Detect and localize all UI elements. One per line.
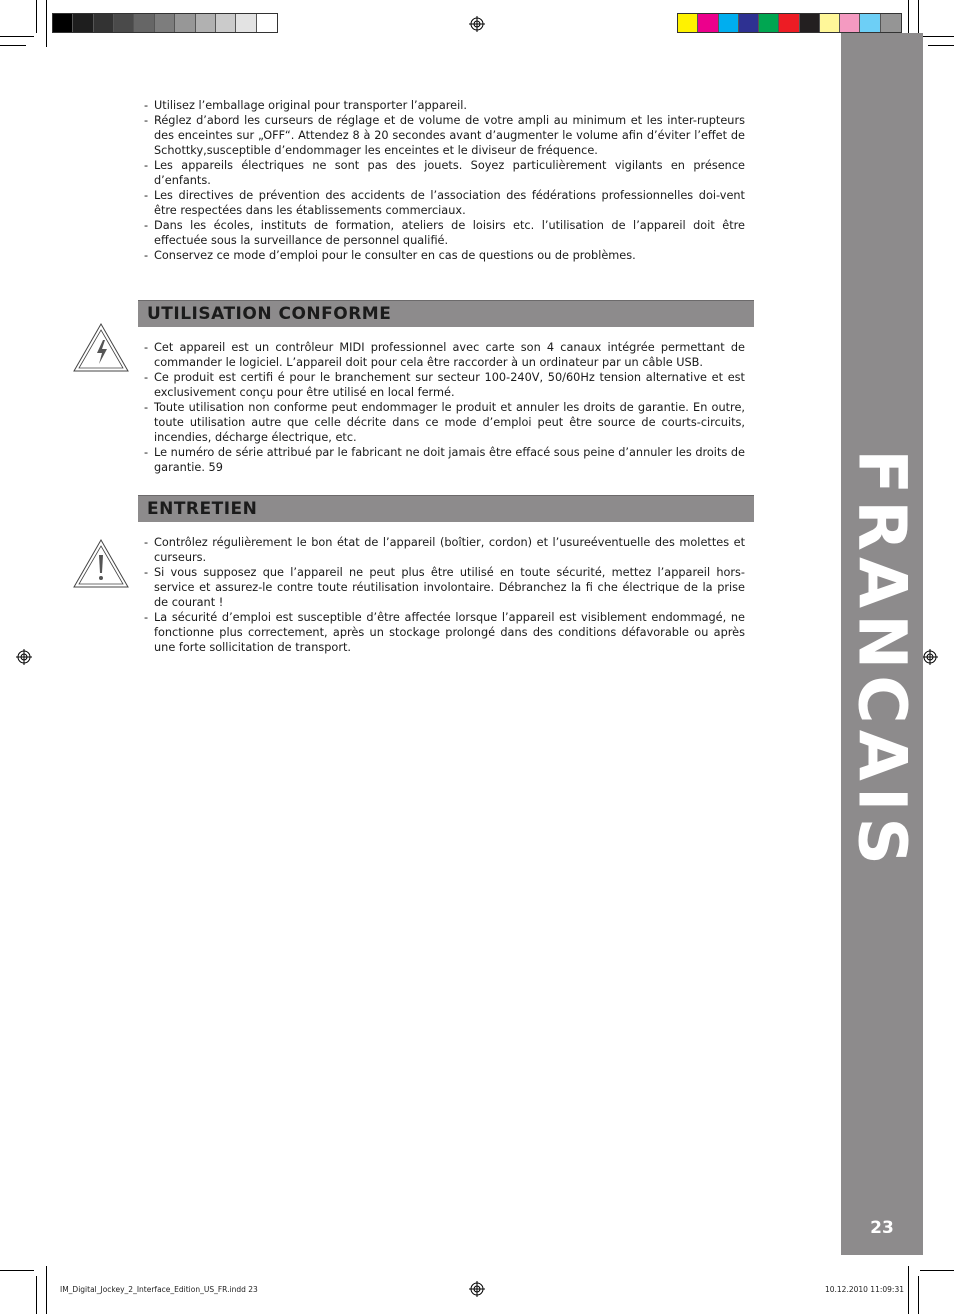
list-item: - Cet appareil est un contrôleur MIDI professionnel avec carte son 4 canaux intégrée permettant de commander le logiciel. L’appareil doit pour cela être raccorder à un ordinateur par un câble USB. [144, 340, 745, 370]
list-item: - Contrôlez régulièrement le bon état de l’appareil (boîtier, cordon) et l’usureéventuelle des molettes et curseurs. [144, 535, 745, 565]
section-title: UTILISATION CONFORME [147, 304, 392, 324]
crop-mark [0, 45, 26, 46]
color-swatch [739, 14, 759, 32]
list-item: - Si vous supposez que l’appareil ne peut plus être utilisé en toute sécurité, mettez l’appareil hors-service et assurez-le contre toute réutilisation involontaire. Débranchez la fi che électrique de la prise de courant ! [144, 565, 745, 610]
crop-mark [918, 1276, 919, 1314]
process-color-bar [677, 13, 902, 33]
list-item: - Les appareils électriques ne sont pas des jouets. Soyez particulièrement vigilants en présence d’enfants. [144, 158, 745, 188]
registration-mark-icon [469, 16, 485, 32]
conforme-list [144, 340, 745, 475]
grayscale-color-bar [52, 13, 278, 33]
general-caution-warning-icon [72, 538, 130, 589]
list-item: - Réglez d’abord les curseurs de réglage et de volume de votre ampli au minimum et les inter-rupteurs des enceintes sur „OFF“. Attendez 8 à 20 secondes avant d’augmenter le volume afin d’éviter l’effet de Schottky,susceptible d’endommager les enceintes et le diviseur de fréquence. [144, 113, 745, 158]
crop-mark [920, 1270, 954, 1271]
list-item: - Toute utilisation non conforme peut endommager le produit et annuler les droits de garantie. En outre, toute utilisation autre que celle décrite dans ce mode d’emploi peut être source de courts-circuits, incendies, décharge électrique, etc. [144, 400, 745, 445]
crop-mark [36, 0, 37, 33]
crop-mark [0, 36, 34, 37]
color-swatch [73, 14, 93, 32]
color-swatch [779, 14, 799, 32]
color-swatch [881, 14, 901, 32]
crop-mark [918, 0, 919, 33]
crop-mark [46, 1266, 47, 1314]
color-swatch [759, 14, 779, 32]
list-item: - Dans les écoles, instituts de formation, ateliers de loisirs etc. l’utilisation de l’appareil doit être effectuée sous la surveillance de personnel qualifié. [144, 218, 745, 248]
color-swatch [800, 14, 820, 32]
color-swatch [196, 14, 216, 32]
footer-file-name: IM_Digital_Jockey_2_Interface_Edition_US_FR.indd 23 [60, 1285, 258, 1294]
color-swatch [698, 14, 718, 32]
list-item: - La sécurité d’emploi est susceptible d’être affectée lorsque l’appareil est visiblement endommagé, ne fonctionne plus correctement, après un stockage prolongé dans des conditions défavorable ou après une forte sollicitation de transport. [144, 610, 745, 655]
color-swatch [216, 14, 236, 32]
crop-mark [36, 1276, 37, 1314]
crop-mark [908, 1266, 909, 1314]
color-swatch [840, 14, 860, 32]
page-number: 23 [870, 1218, 894, 1238]
language-label: FRANCAIS [843, 449, 921, 871]
color-swatch [860, 14, 880, 32]
color-swatch [134, 14, 154, 32]
list-item: - Utilisez l’emballage original pour transporter l’appareil. [144, 98, 745, 113]
color-swatch [678, 14, 698, 32]
color-swatch [114, 14, 134, 32]
footer-timestamp: 10.12.2010 11:09:31 [824, 1285, 904, 1294]
section-header-utilisation-conforme [138, 300, 754, 327]
color-swatch [257, 14, 277, 32]
color-swatch [236, 14, 256, 32]
registration-mark-icon [469, 1281, 485, 1297]
crop-mark [0, 1270, 34, 1271]
color-swatch [175, 14, 195, 32]
color-swatch [155, 14, 175, 32]
list-item: - Ce produit est certifi é pour le branchement sur secteur 100-240V, 50/60Hz tension alternative et est exclusivement conçu pour être utilisé en local fermé. [144, 370, 745, 400]
list-item: - Les directives de prévention des accidents de l’association des fédérations professionnelles doi-vent être respectées dans les établissements commerciaux. [144, 188, 745, 218]
list-item: - Le numéro de série attribué par le fabricant ne doit jamais être effacé sous peine d’annuler les droits de garantie. 59 [144, 445, 745, 475]
electric-shock-warning-icon [72, 322, 130, 373]
section-header-entretien [138, 495, 754, 522]
color-swatch [719, 14, 739, 32]
color-swatch [53, 14, 73, 32]
color-swatch [94, 14, 114, 32]
crop-mark [46, 0, 47, 47]
safety-instructions-list [144, 98, 745, 263]
crop-mark [920, 36, 954, 37]
crop-mark [928, 45, 954, 46]
color-swatch [820, 14, 840, 32]
registration-mark-icon [16, 649, 32, 665]
entretien-list [144, 535, 745, 655]
list-item: - Conservez ce mode d’emploi pour le consulter en cas de questions ou de problèmes. [144, 248, 745, 263]
section-title: ENTRETIEN [147, 499, 258, 519]
registration-mark-icon [922, 649, 938, 665]
